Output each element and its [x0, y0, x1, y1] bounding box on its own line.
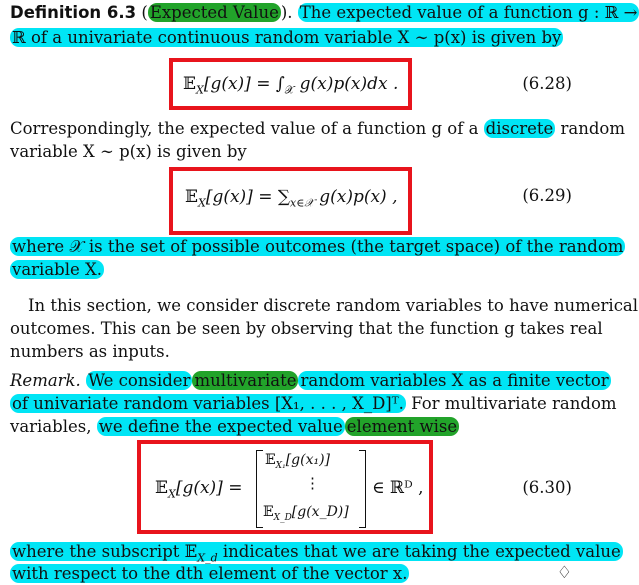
matrix-row-3: 𝔼$_{X\_D}$[g(x_D)] [263, 504, 349, 523]
discrete-highlight: discrete [485, 119, 554, 138]
definition-name: Expected Value [149, 3, 279, 22]
equation-6-28: 𝔼$_X$[g(x)] = $\int_𝒳$ g(x)p(x)dx . [183, 74, 399, 97]
equation-6-29: 𝔼$_X$[g(x)] = $\sum_{x\in 𝒳}$ g(x)p(x) , [185, 187, 398, 210]
remark-line-2: of univariate random variables [X₁, . . . , X_D]ᵀ. For multivariate random [12, 394, 617, 413]
definition-text-2: ℝ of a univariate continuous random variable X ∼ p(x) is given by [12, 28, 562, 47]
remark-line-3: variables, we define the expected value element wise [10, 417, 458, 436]
definition-label: Definition 6.3 [10, 3, 137, 22]
equation-6-30-number: (6.30) [522, 478, 572, 497]
para3-line-2: variable X. [12, 260, 103, 279]
equation-6-30-rhs: ∈ ℝᴰ , [372, 478, 424, 498]
definition-line-2 [10, 27, 563, 49]
matrix-row-1: 𝔼$_{X_1}$[g(x₁)] [265, 452, 331, 471]
para4-line-2: outcomes. This can be seen by observing that the function g takes real [10, 319, 603, 338]
equation-6-30-lhs: 𝔼$_X$[g(x)] = [155, 478, 243, 501]
multivariate-highlight: multivariate [194, 371, 297, 390]
para4-line-3: numbers as inputs. [10, 342, 170, 361]
remark-end-diamond: ♢ [556, 563, 572, 583]
equation-6-29-number: (6.29) [522, 186, 572, 205]
para2-line-2: variable X ∼ p(x) is given by [10, 142, 247, 161]
para4-line-1: In this section, we consider discrete random variables to have numerical [28, 296, 639, 315]
closing-line-2: with respect to the dth element of the vector x. [12, 564, 408, 583]
equation-6-28-number: (6.28) [522, 74, 572, 93]
matrix-row-2: ⋮ [305, 474, 320, 492]
matrix-brackets [256, 450, 366, 528]
element-wise-highlight: element wise [346, 417, 458, 436]
para2-line-1: Correspondingly, the expected value of a function g of a discrete random [10, 119, 626, 138]
definition-text-1: The expected value of a function g : ℝ → [299, 3, 638, 22]
remark-line-1: Remark. We consider multivariate random variables X as a finite vector [10, 371, 609, 390]
definition-line-1: Definition 6.3 ( Expected Value ). The expected value of a function g : ℝ → [10, 3, 638, 22]
para3-line-1: where 𝒳 is the set of possible outcomes (the target space) of the random [12, 237, 624, 256]
closing-line-1: where the subscript 𝔼$_{X\_d}$ indicates that we are taking the expected value [12, 542, 621, 565]
remark-label: Remark. [10, 371, 81, 390]
